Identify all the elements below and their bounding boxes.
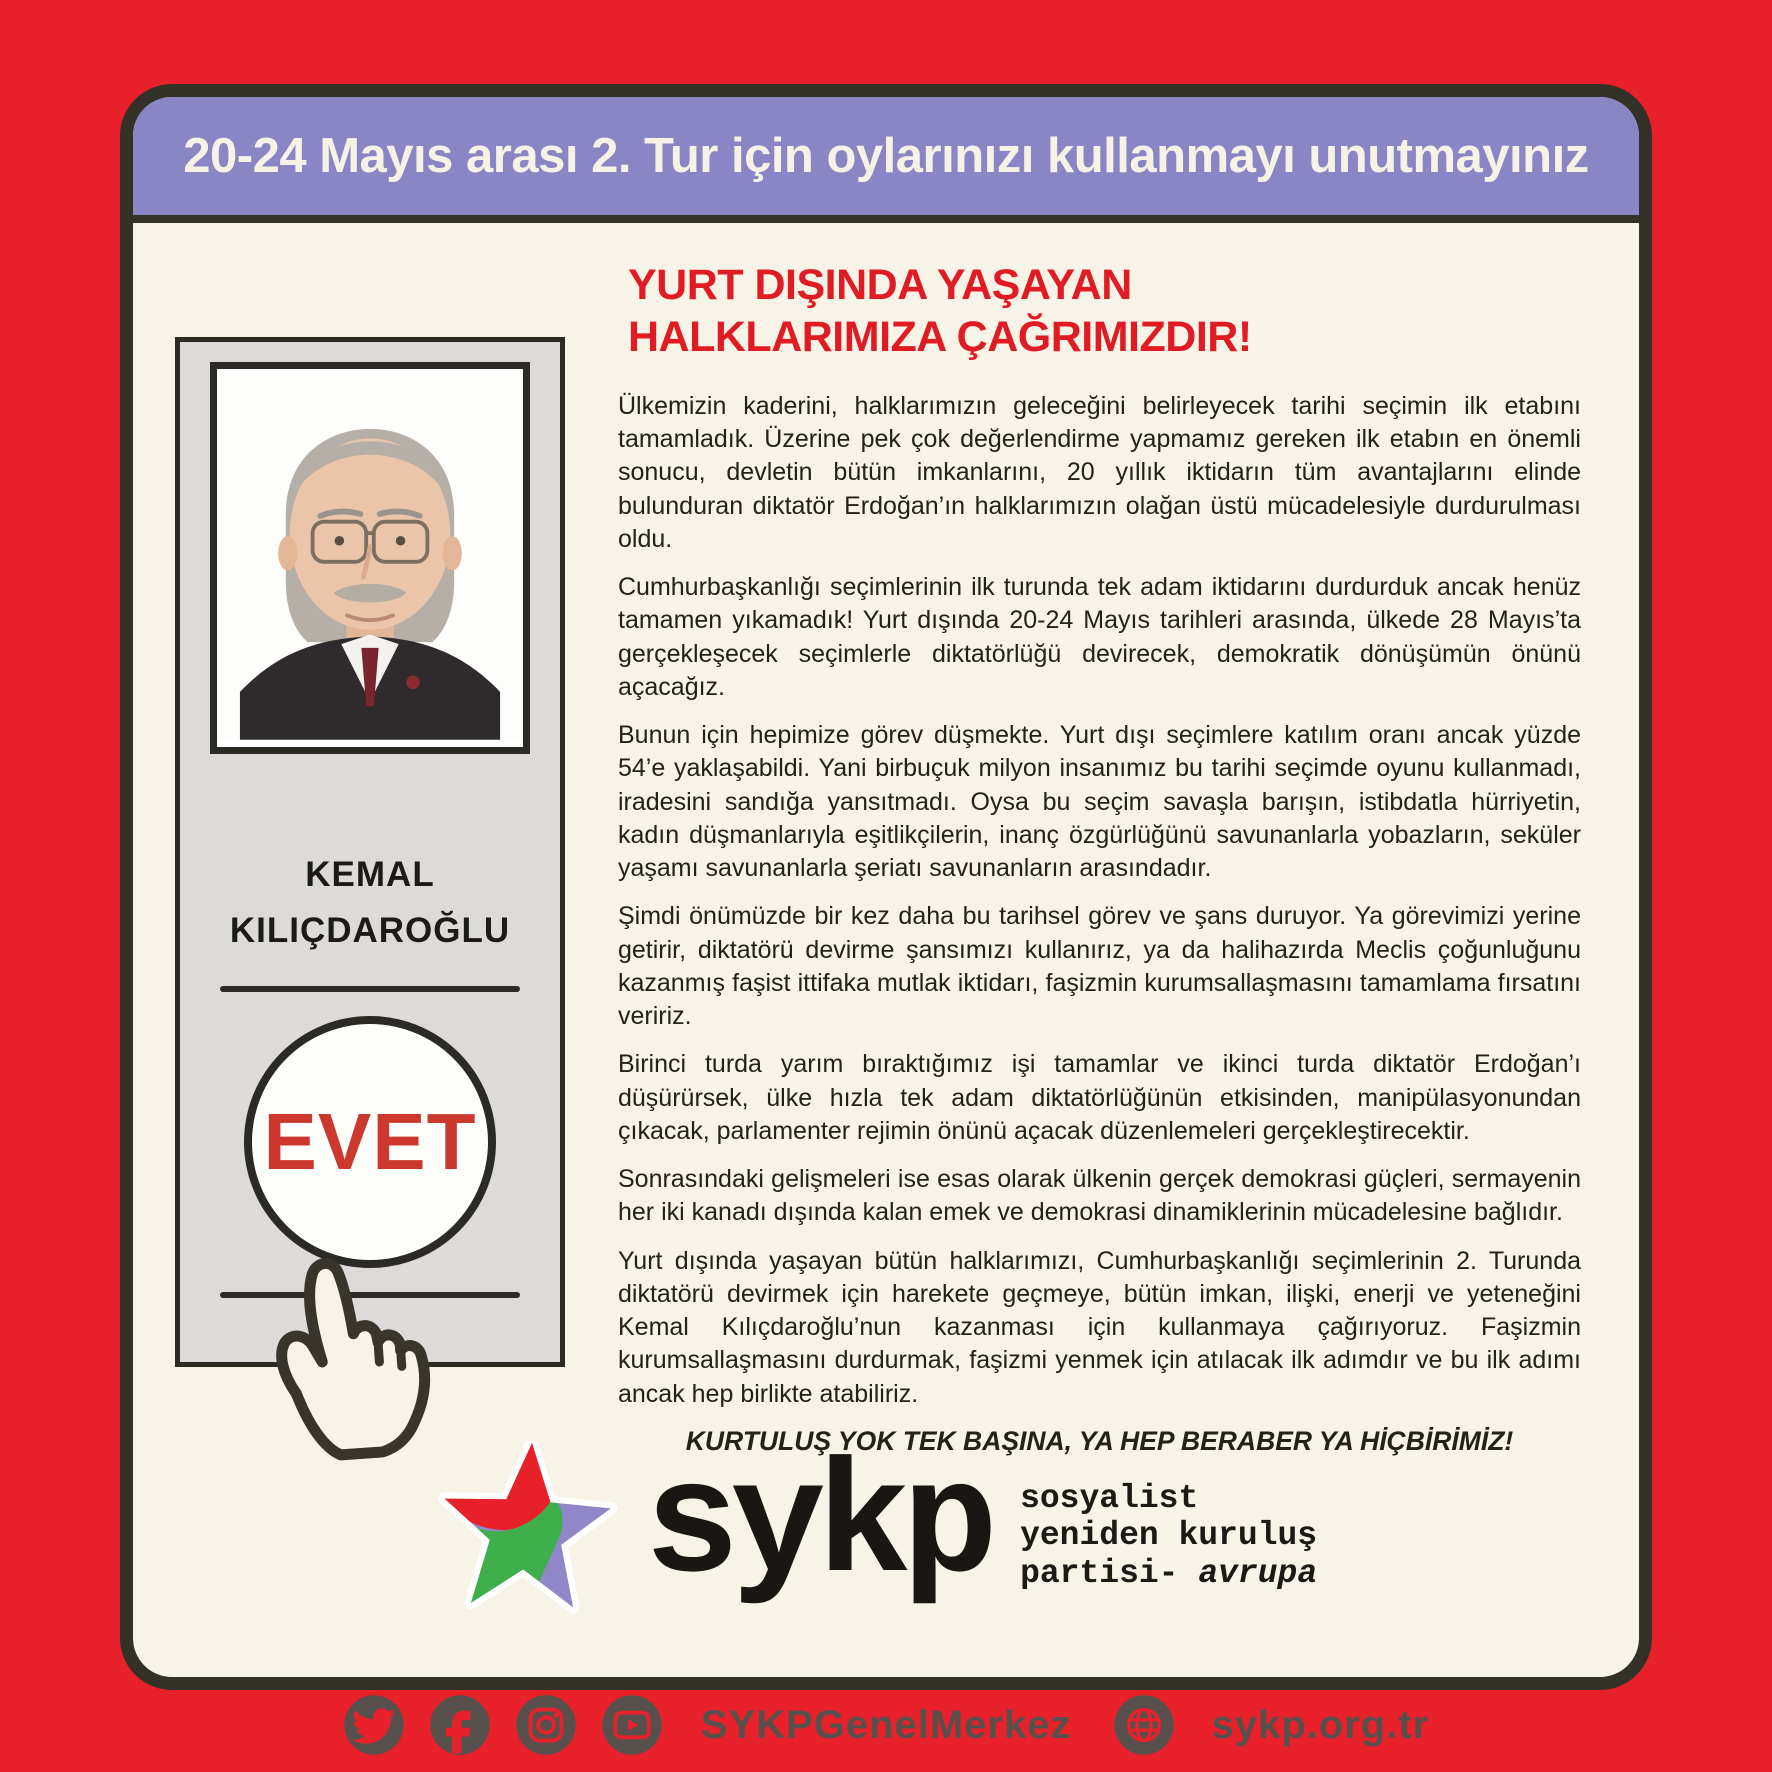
party-name-line3-prefix: partisi- [1020,1554,1179,1592]
candidate-portrait-illustration [217,369,523,747]
party-name-line1: sosyalist [1020,1479,1199,1517]
website-url[interactable]: sykp.org.tr [1211,1702,1430,1747]
banner-text: 20-24 Mayıs arası 2. Tur için oylarınızı kullanmayı unutmayınız [183,129,1589,183]
top-banner [133,97,1639,223]
poster-card [120,84,1652,1690]
vote-stamp-circle [244,1016,496,1268]
party-name-line3-suffix: avrupa [1198,1554,1318,1592]
paragraph: Cumhurbaşkanlığı seçimlerinin ilk turunda tek adam iktidarını durdurduk ancak henüz tamamen yıkamadık! Yurt dışında 20-24 Mayıs tarihleri arasında, ülkede 28 Mayıs’ta gerçekleşecek seçimlerle diktatörlüğü devirecek, demokratik dönüşümün önünü açacağız. [618,573,1581,701]
footer [0,1694,1772,1756]
paragraph: Bunun için hepimize görev düşmekte. Yurt dışı seçimlere katılım oranı ancak yüzde 54’e yaklaşabildi. Yani birbuçuk milyon insanımız bu tarihi seçimde oyunu kullanmadı, iradesini sandığa yansıtmadı. Oysa bu seçim savaşla barışın, istibdatla hürriyetin, kadın düşmanlarıyla eşitlikçilerin, inanç özgürlüğünü savunanlarla yobazların, seküler yaşamı savunanlarla şeriatı savunanların arasındadır. [618,721,1581,883]
globe-icon [1113,1694,1175,1756]
party-name-line3 [1020,1555,1317,1593]
party-name-line2: yeniden kuruluş [1020,1517,1318,1555]
hand-pointer-icon [252,1236,448,1478]
ballot-divider-top [220,986,520,992]
candidate-last-name: KILIÇDAROĞLU [229,911,511,950]
paragraph: Sonrasındaki gelişmeleri ise esas olarak ülkenin gerçek demokrasi güçleri, sermayenin her iki kanadı dışında kalan emek ve demokrasi dinamiklerinin mücadelesine bağlıdır. [618,1165,1581,1227]
evet-stamp-text: EVET [263,1097,477,1186]
sykp-acronym: sykp [644,1438,989,1619]
instagram-icon[interactable] [515,1694,577,1756]
body-text [618,390,1581,1411]
paragraph: Birinci turda yarım bıraktığımız işi tamamlar ve ikinci turda diktatör Erdoğan’ı düşürürsek, ülke hızla tek adam diktatörlüğünün etkisinden, manipülasyonundan çıkacak, parlamenter rejimin önünü açacak düzenlemeleri gerçekleştirecektir. [618,1050,1581,1145]
social-handle[interactable]: SYKPGenelMerkez [700,1702,1072,1747]
sykp-star-icon [427,1435,625,1637]
card-body [133,223,1639,1677]
twitter-icon[interactable] [343,1694,405,1756]
ballot-card [175,337,565,1367]
candidate-first-name: KEMAL [305,855,435,894]
paragraph: Şimdi önümüzde bir kez daha bu tarihsel görev ve şans duruyor. Ya görevimizi yerine getirir, diktatörü devirme şansımızı kullanırız, ya da halihazırda Meclis çoğunluğunu kazanmış faşist ittifaka mutlak iktidarı, faşizmin kurumsallaşmasını tamamlama fırsatını veririz. [618,902,1581,1031]
paragraph: Yurt dışında yaşayan bütün halklarımızı, Cumhurbaşkanlığı seçimlerinin 2. Turunda diktatörü devirmek için harekete geçmeye, bütün imkan, ilişki, enerji ve yeteneğini Kemal Kılıçdaroğlu’nun kazanması için kullanmaya çağırıyoruz. Faşizmin kurumsallaşmasını durdurmak, faşizmi yenmek için atılacak ilk adımdır ve bu ilk adımı ancak hep birlikte atabiliriz. [618,1246,1581,1408]
party-logo [433,1438,1318,1631]
slogan: KURTULUŞ YOK TEK BAŞINA, YA HEP BERABER YA HİÇBİRİMİZ! [685,1425,1514,1456]
youtube-icon[interactable] [601,1694,663,1756]
paragraph: Ülkemizin kaderini, halklarımızın geleceğini belirleyecek tarihi seçimin ilk etabını tamamladık. Üzerine pek çok değerlendirme yapmamız gereken ilk etabın en önemli sonucu, devletin bütün imkanlarını, 20 yıllık iktidarın tüm avantajlarını elinde bulunduran diktatör Erdoğan’ın halklarımızın olağan üstü mücadelesiyle durdurulması oldu. [618,391,1581,553]
candidate-photo [210,362,530,754]
party-name-lines [1020,1480,1317,1593]
headline: YURT DIŞINDA YAŞAYAN HALKLARIMIZA ÇAĞRIMIZDIR! [628,261,1252,362]
facebook-icon[interactable] [429,1694,491,1756]
